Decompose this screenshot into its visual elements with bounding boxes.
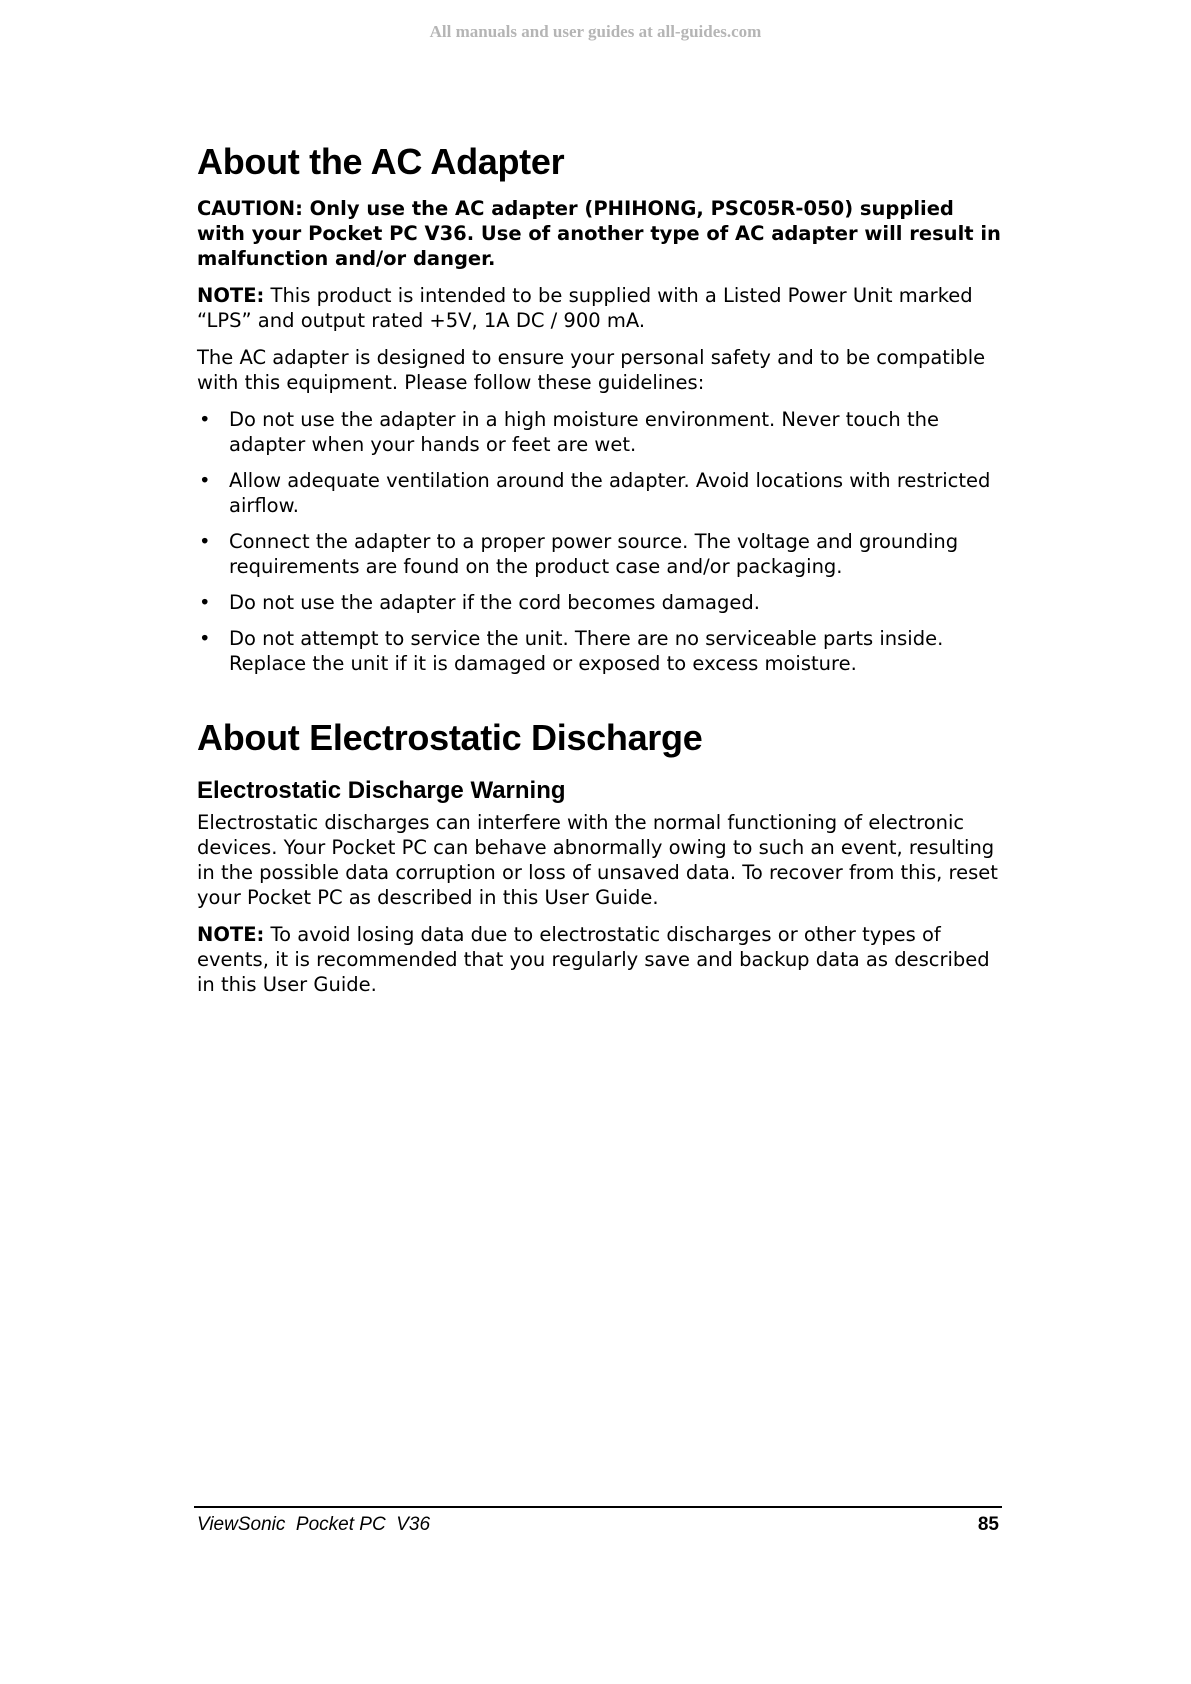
list-item [197, 468, 1007, 518]
list-item [197, 590, 1007, 615]
guidelines-list [197, 407, 1007, 676]
page-number: 85 [977, 1514, 999, 1535]
note-text: This product is intended to be supplied with a Listed Power Unit marked “LPS” and output rated +5V, 1A DC / 900 mA. [197, 284, 973, 332]
esd-body-paragraph: Electrostatic discharges can interfere with the normal functioning of electronic devices. Your Pocket PC can behave abnormally owing to such an event, resulting in the possible data corruption or loss of unsaved data. To recover from this, reset your Pocket PC as described in this User Guide. [197, 811, 998, 909]
list-item-text: Allow adequate ventilation around the adapter. Avoid locations with restricted airflow. [229, 469, 991, 517]
list-item [197, 626, 1007, 676]
bullet-icon: • [199, 627, 211, 650]
list-item-text: Do not attempt to service the unit. There are no serviceable parts inside. Replace the unit if it is damaged or exposed to excess moisture. [229, 627, 944, 675]
list-item-text: Do not use the adapter in a high moisture environment. Never touch the adapter when your hands or feet are wet. [229, 408, 939, 456]
note-text: To avoid losing data due to electrostatic discharges or other types of events, it is recommended that you regularly save and backup data as described in this User Guide. [197, 923, 990, 996]
section-title-ac-adapter: About the AC Adapter [197, 141, 565, 182]
page-content [197, 140, 1007, 1009]
bullet-icon: • [199, 530, 211, 553]
watermark: All manuals and user guides at all-guides.com [429, 22, 762, 41]
list-item [197, 407, 1007, 457]
list-item [197, 529, 1007, 579]
subsection-title-esd-warning: Electrostatic Discharge Warning [197, 777, 566, 804]
note-label: NOTE: [197, 923, 265, 946]
caution-paragraph: CAUTION: Only use the AC adapter (PHIHONG, PSC05R-050) supplied with your Pocket PC V36. Use of another type of AC adapter will result in malfunction and/or danger. [197, 197, 1001, 270]
bullet-icon: • [199, 408, 211, 431]
intro-paragraph: The AC adapter is designed to ensure your personal safety and to be compatible with this equipment. Please follow these guidelines: [197, 346, 986, 394]
footer-divider [194, 1506, 1002, 1508]
note-paragraph-esd [197, 922, 1007, 997]
bullet-icon: • [199, 591, 211, 614]
bullet-icon: • [199, 469, 211, 492]
list-item-text: Connect the adapter to a proper power source. The voltage and grounding requirements are found on the product case and/or packaging. [229, 530, 959, 578]
footer-product-name: ViewSonic Pocket PC V36 [197, 1514, 431, 1535]
list-item-text: Do not use the adapter if the cord becomes damaged. [229, 591, 760, 614]
note-paragraph-lps [197, 283, 1007, 333]
section-title-esd: About Electrostatic Discharge [197, 717, 703, 758]
note-label: NOTE: [197, 284, 265, 307]
